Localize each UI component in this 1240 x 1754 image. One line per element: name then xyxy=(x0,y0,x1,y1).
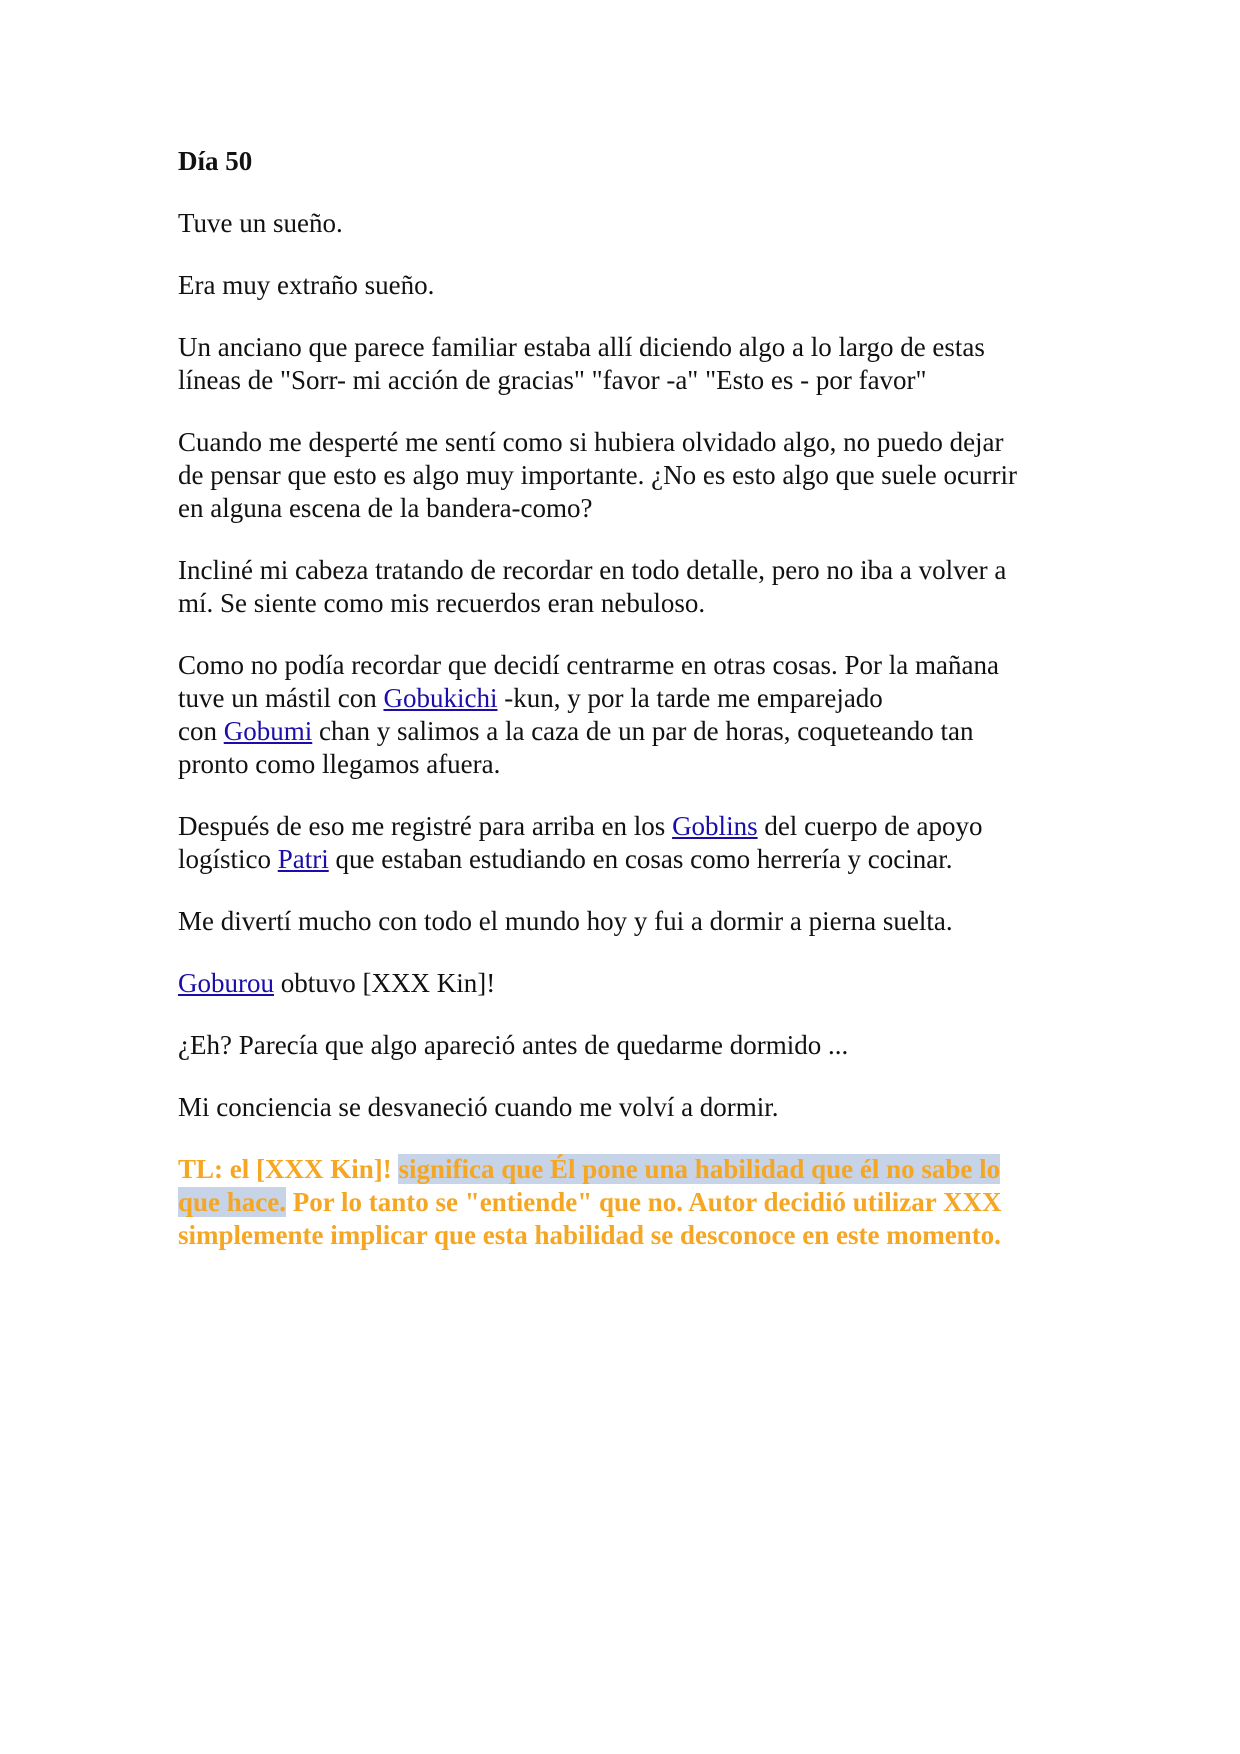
paragraph-woke-up xyxy=(178,426,1078,525)
paragraph-dream: Tuve un sueño. xyxy=(178,208,343,238)
paragraph-other-things xyxy=(178,649,1078,781)
text-fragment: del cuerpo de apoyo xyxy=(757,811,983,841)
text-line: Incliné mi cabeza tratando de recordar en todo detalle, pero no iba a volver a xyxy=(178,555,1007,585)
link-goblins[interactable]: Goblins xyxy=(672,811,758,841)
tl-note-prefix: TL: el [XXX Kin]! xyxy=(178,1154,399,1184)
link-goburou[interactable]: Goburou xyxy=(178,968,274,998)
paragraph-logistics xyxy=(178,810,1078,876)
text-line: Como no podía recordar que decidí centrarme en otras cosas. Por la mañana xyxy=(178,650,999,680)
text-fragment: tuve un mástil con xyxy=(178,683,384,713)
text-line: pronto como llegamos afuera. xyxy=(178,749,501,779)
text-fragment: logístico xyxy=(178,844,278,874)
text-fragment: chan y salimos a la caza de un par de horas, coqueteando tan xyxy=(312,716,974,746)
text-fragment: obtuvo [XXX Kin]! xyxy=(274,968,496,998)
text-fragment: -kun, y por la tarde me emparejado xyxy=(497,683,883,713)
translator-note xyxy=(178,1153,1078,1252)
text-line: líneas de "Sorr- mi acción de gracias" "favor -a" "Esto es - por favor" xyxy=(178,365,927,395)
paragraph-old-man xyxy=(178,331,1078,397)
tl-note-text: Por lo tanto se "entiende" que no. Autor decidió utilizar XXX xyxy=(286,1187,1002,1217)
paragraph-strange-dream: Era muy extraño sueño. xyxy=(178,270,435,300)
paragraph-goburou xyxy=(178,967,1078,1000)
paragraph-tilted-head xyxy=(178,554,1078,620)
tl-note-text: simplemente implicar que esta habilidad se desconoce en este momento. xyxy=(178,1220,1001,1250)
text-line: Un anciano que parece familiar estaba allí diciendo algo a lo largo de estas xyxy=(178,332,985,362)
link-gobumi[interactable]: Gobumi xyxy=(223,716,313,746)
tl-note-highlight: que hace. xyxy=(178,1187,286,1217)
text-fragment: que estaban estudiando en cosas como herrería y cocinar. xyxy=(328,844,953,874)
link-gobukichi[interactable]: Gobukichi xyxy=(383,683,498,713)
paragraph-fun: Me divertí mucho con todo el mundo hoy y fui a dormir a pierna suelta. xyxy=(178,906,953,936)
text-fragment: con xyxy=(178,716,224,746)
text-line: mí. Se siente como mis recuerdos eran nebuloso. xyxy=(178,588,706,618)
text-fragment: Después de eso me registré para arriba en los xyxy=(178,811,673,841)
document-page xyxy=(178,145,1078,1281)
text-line: Cuando me desperté me sentí como si hubiera olvidado algo, no puedo dejar xyxy=(178,427,1004,457)
paragraph-eh: ¿Eh? Parecía que algo apareció antes de quedarme dormido ... xyxy=(178,1030,849,1060)
day-heading: Día 50 xyxy=(178,146,253,176)
link-patri[interactable]: Patri xyxy=(277,844,329,874)
tl-note-highlight: significa que Él pone una habilidad que él no sabe lo xyxy=(398,1154,1001,1184)
text-line: de pensar que esto es algo muy importante. ¿No es esto algo que suele ocurrir xyxy=(178,460,1017,490)
paragraph-consciousness: Mi conciencia se desvaneció cuando me volví a dormir. xyxy=(178,1092,779,1122)
text-line: en alguna escena de la bandera-como? xyxy=(178,493,593,523)
